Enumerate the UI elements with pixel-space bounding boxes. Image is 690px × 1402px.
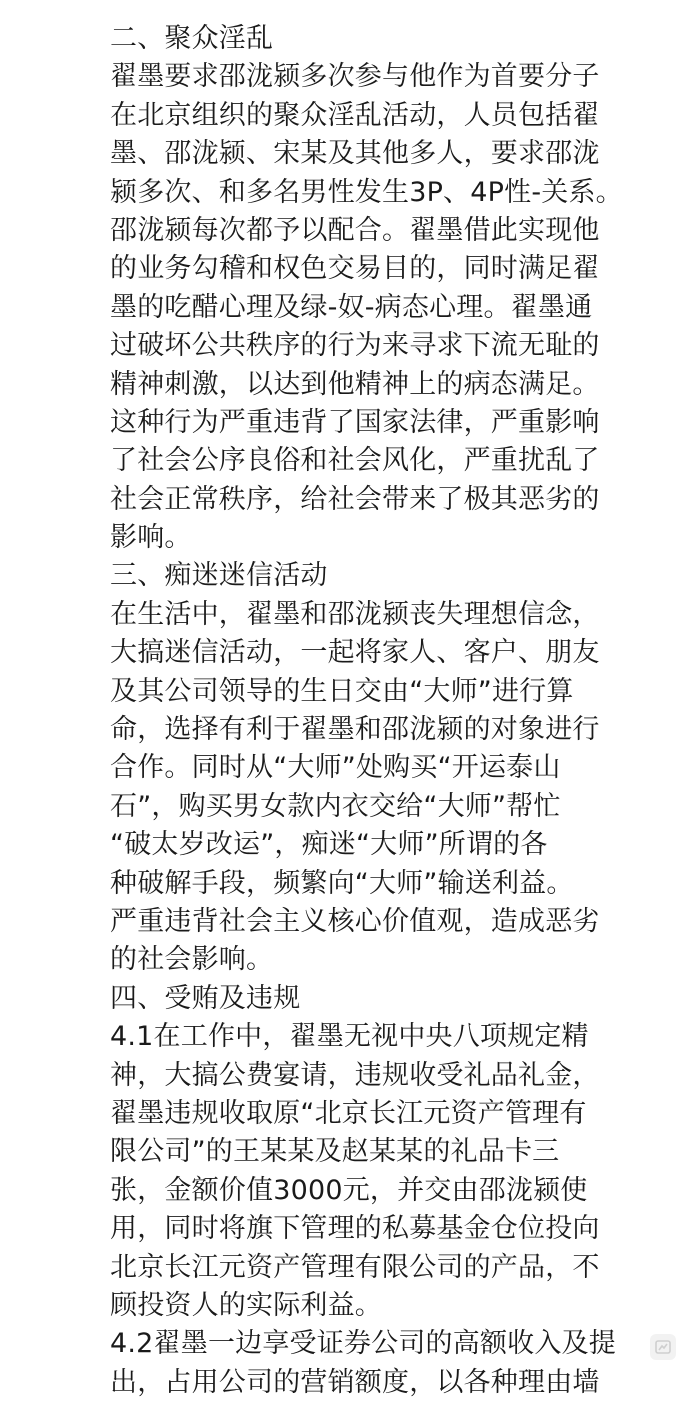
- text-line: 邵泷颍每次都予以配合。翟墨借此实现他: [110, 214, 600, 246]
- section-heading: 二、聚众淫乱: [110, 23, 274, 54]
- text-line: 翟墨违规收取原“北京长江元资产管理有: [110, 1097, 587, 1129]
- text-line: 种破解手段，频繁向“大师”输送利益。: [110, 867, 574, 899]
- text-line: 及其公司领导的生日交由“大师”进行算: [110, 675, 574, 707]
- watermark: [650, 1334, 676, 1360]
- text-line: 翟墨要求邵泷颍多次参与他作为首要分子: [110, 61, 600, 93]
- text-line: 墨、邵泷颍、宋某及其他多人，要求邵泷: [110, 138, 600, 170]
- text-line: 出，占用公司的营销额度，以各种理由墙: [110, 1366, 600, 1398]
- text-line: 的社会影响。: [110, 944, 274, 976]
- section-heading: 四、受贿及违规: [110, 982, 301, 1014]
- text-line: 在北京组织的聚众淫乱活动，人员包括翟: [110, 99, 600, 131]
- text-line: 4.1在工作中，翟墨无视中央八项规定精: [110, 1021, 589, 1053]
- text-line: 用，同时将旗下管理的私募基金仓位投向: [110, 1213, 600, 1245]
- text-line: 了社会公序良俗和社会风化，严重扰乱了: [110, 445, 600, 477]
- text-line: 合作。同时从“大师”处购买“开运泰山: [110, 752, 561, 784]
- text-line: 北京长江元资产管理有限公司的产品，不: [110, 1251, 600, 1283]
- text-line: 墨的吃醋心理及绿-奴-病态心理。翟墨通: [110, 291, 593, 323]
- text-line: 张，金额价值3000元，并交由邵泷颍使: [110, 1174, 588, 1206]
- text-line: “破太岁改运”，痴迷“大师”所谓的各: [110, 829, 548, 861]
- text-line: 4.2翟墨一边享受证券公司的高额收入及提: [110, 1328, 616, 1360]
- text-line: 颍多次、和多名男性发生3P、4P性-关系。: [110, 176, 623, 208]
- section-heading: 三、痴迷迷信活动: [110, 560, 328, 592]
- text-line: 影响。: [110, 522, 192, 554]
- text-line: 精神刺激，以达到他精神上的病态满足。: [110, 368, 600, 400]
- text-line: 命，选择有利于翟墨和邵泷颍的对象进行: [110, 714, 600, 746]
- text-line: 过破坏公共秩序的行为来寻求下流无耻的: [110, 330, 600, 362]
- text-line: 大搞迷信活动，一起将家人、客户、朋友: [110, 637, 600, 669]
- app-logo-icon: [650, 1334, 676, 1360]
- text-line: 严重违背社会主义核心价值观，造成恶劣: [110, 905, 600, 937]
- text-line: 在生活中，翟墨和邵泷颍丧失理想信念，: [110, 598, 600, 630]
- text-line: 顾投资人的实际利益。: [110, 1289, 382, 1321]
- text-line: 的业务勾稽和权色交易目的，同时满足翟: [110, 253, 600, 285]
- text-line: 限公司”的王某某及赵某某的礼品卡三: [110, 1136, 560, 1168]
- document-body: [110, 20, 670, 1402]
- text-line: 这种行为严重违背了国家法律，严重影响: [110, 406, 600, 438]
- text-line: 神，大搞公费宴请，违规收受礼品礼金，: [110, 1059, 600, 1091]
- text-line: 社会正常秩序，给社会带来了极其恶劣的: [110, 483, 600, 515]
- text-line: 石”，购买男女款内衣交给“大师”帮忙: [110, 790, 561, 822]
